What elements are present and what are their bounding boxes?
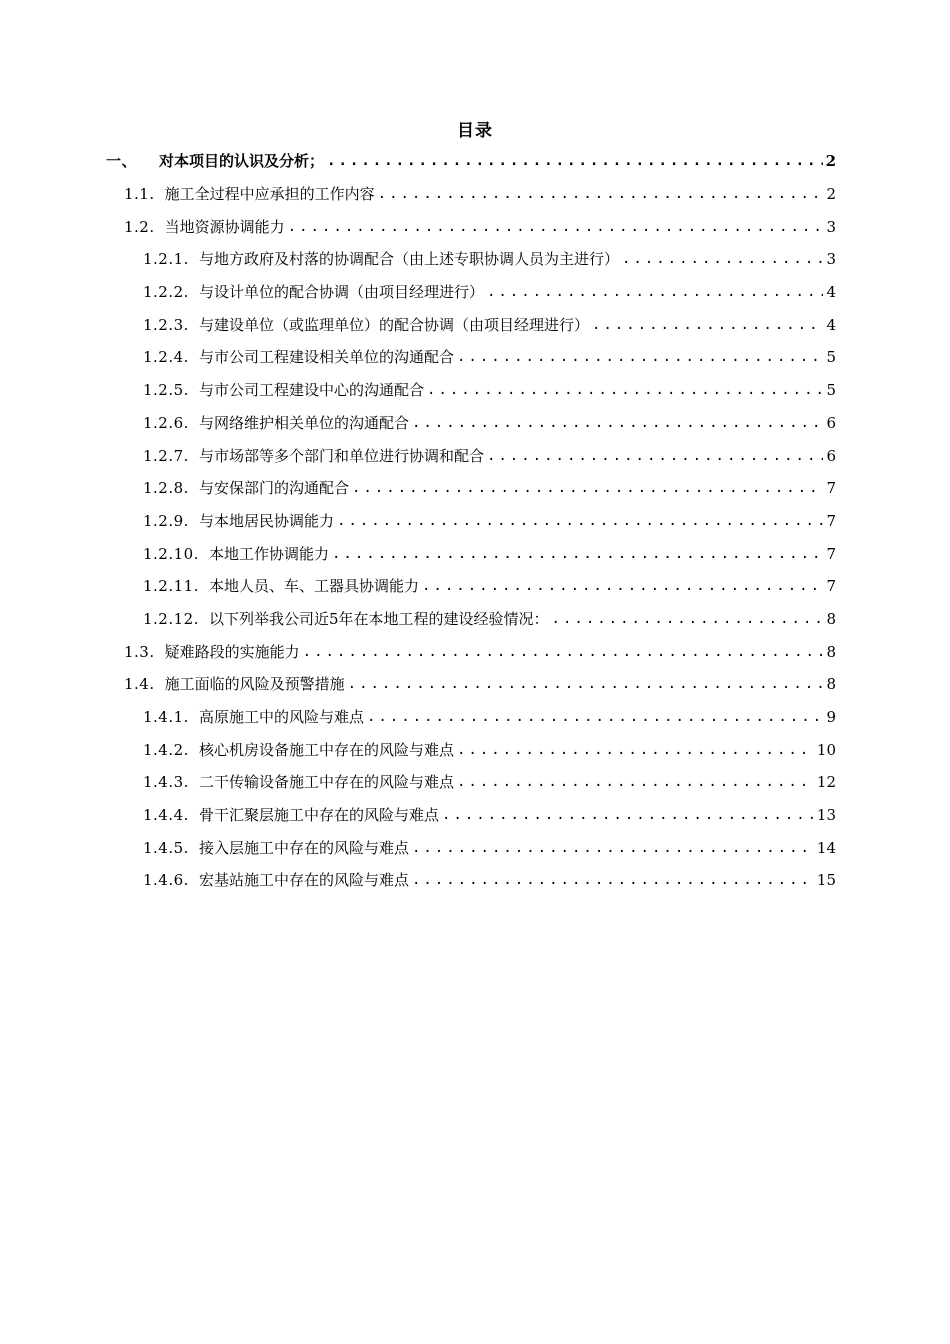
toc-entry-number: 1.4.4. <box>143 806 189 825</box>
toc-entry-page-number: 10 <box>816 740 836 759</box>
toc-entry-text: 骨干汇聚层施工中存在的风险与难点 <box>198 806 439 825</box>
toc-dot-leader <box>332 544 823 564</box>
toc-entry-page-number: 7 <box>826 479 836 498</box>
toc-entry[interactable] <box>0 472 950 505</box>
toc-entry-page-number: 8 <box>826 642 836 661</box>
toc-entry-number: 1.1. <box>124 185 155 204</box>
toc-dot-leader <box>303 642 823 662</box>
toc-entry[interactable] <box>0 570 950 603</box>
toc-entry[interactable] <box>0 374 950 407</box>
toc-entry-number: 1.2.6. <box>143 413 189 432</box>
toc-dot-leader <box>337 511 823 531</box>
toc-dot-leader <box>288 217 823 237</box>
toc-entry-number: 1.2.9. <box>143 511 189 530</box>
toc-entry-page-number: 8 <box>826 675 836 694</box>
toc-entry[interactable] <box>0 178 950 211</box>
toc-entry-page-number: 3 <box>826 217 836 236</box>
toc-entry-text: 核心机房设备施工中存在的风险与难点 <box>198 740 454 759</box>
toc-entry[interactable] <box>0 407 950 440</box>
toc-dot-leader <box>378 184 823 204</box>
toc-entry-page-number: 5 <box>826 381 836 400</box>
toc-entry[interactable] <box>0 439 950 472</box>
toc-entry-page-number: 2 <box>826 185 836 204</box>
toc-entry-text: 当地资源协调能力 <box>164 217 285 236</box>
toc-entry-page-number: 15 <box>816 871 836 890</box>
toc-dot-leader <box>552 609 823 629</box>
toc-entry[interactable] <box>0 701 950 734</box>
toc-dot-leader <box>457 740 814 760</box>
toc-entry-page-number: 6 <box>826 413 836 432</box>
toc-entry-number: 1.2. <box>124 217 155 236</box>
toc-entry-page-number: 7 <box>826 511 836 530</box>
toc-entry-page-number: 2 <box>825 152 836 171</box>
toc-dot-leader <box>487 446 823 466</box>
toc-entry[interactable] <box>0 864 950 897</box>
toc-dot-leader <box>352 478 823 498</box>
toc-entry-text: 施工全过程中应承担的工作内容 <box>164 185 375 204</box>
toc-entry-page-number: 9 <box>826 708 836 727</box>
toc-entry-text: 二干传输设备施工中存在的风险与难点 <box>198 773 454 792</box>
toc-dot-leader <box>592 315 823 335</box>
toc-entry-page-number: 8 <box>826 609 836 628</box>
toc-entry[interactable] <box>0 537 950 570</box>
toc-dot-leader <box>457 347 823 367</box>
toc-entry-page-number: 4 <box>826 283 836 302</box>
toc-entry[interactable] <box>0 308 950 341</box>
toc-list <box>0 145 950 897</box>
toc-entry-number: 1.4.5. <box>143 838 189 857</box>
toc-entry-page-number: 3 <box>826 250 836 269</box>
toc-entry-text: 与建设单位（或监理单位）的配合协调（由项目经理进行） <box>198 315 589 334</box>
toc-entry-text: 施工面临的风险及预警措施 <box>164 675 345 694</box>
toc-entry-number: 1.3. <box>124 642 155 661</box>
toc-entry[interactable] <box>0 733 950 766</box>
toc-dot-leader <box>427 380 823 400</box>
toc-entry[interactable] <box>0 831 950 864</box>
toc-entry[interactable] <box>0 668 950 701</box>
toc-dot-leader <box>487 282 823 302</box>
toc-entry[interactable] <box>0 766 950 799</box>
toc-entry-text: 与网络维护相关单位的沟通配合 <box>198 413 409 432</box>
toc-entry-page-number: 6 <box>826 446 836 465</box>
toc-dot-leader <box>422 576 823 596</box>
toc-dot-leader <box>412 838 814 858</box>
toc-entry[interactable] <box>0 635 950 668</box>
toc-entry[interactable] <box>0 341 950 374</box>
toc-entry-text: 与市场部等多个部门和单位进行协调和配合 <box>198 446 484 465</box>
toc-dot-leader <box>348 674 823 694</box>
toc-entry[interactable] <box>0 505 950 538</box>
toc-entry-number: 1.4.6. <box>143 871 189 890</box>
toc-entry-number: 1.4. <box>124 675 155 694</box>
toc-entry-text: 以下列举我公司近5年在本地工程的建设经验情况： <box>208 609 549 628</box>
toc-entry-number: 1.2.2. <box>143 283 189 302</box>
toc-entry-number: 1.4.2. <box>143 740 189 759</box>
toc-entry-text: 与本地居民协调能力 <box>198 511 334 530</box>
toc-entry-page-number: 4 <box>826 315 836 334</box>
toc-entry-number: 1.4.3. <box>143 773 189 792</box>
toc-entry-number: 1.2.10. <box>143 544 199 563</box>
toc-entry-page-number: 5 <box>826 348 836 367</box>
toc-entry[interactable] <box>0 276 950 309</box>
toc-entry[interactable] <box>0 145 950 178</box>
toc-entry-text: 与市公司工程建设中心的沟通配合 <box>198 381 424 400</box>
toc-entry-text: 本地人员、车、工器具协调能力 <box>208 577 419 596</box>
toc-dot-leader <box>412 413 823 433</box>
toc-entry-text: 本地工作协调能力 <box>208 544 329 563</box>
toc-entry-text: 与市公司工程建设相关单位的沟通配合 <box>198 348 454 367</box>
toc-entry-number: 1.2.4. <box>143 348 189 367</box>
toc-entry-text: 接入层施工中存在的风险与难点 <box>198 838 409 857</box>
toc-entry-text: 与设计单位的配合协调（由项目经理进行） <box>198 283 484 302</box>
toc-entry-number: 1.2.11. <box>143 577 199 596</box>
toc-dot-leader <box>622 249 823 269</box>
toc-entry-text: 高原施工中的风险与难点 <box>198 708 364 727</box>
toc-dot-leader <box>412 870 814 890</box>
toc-entry-page-number: 7 <box>826 544 836 563</box>
toc-entry-text: 疑难路段的实施能力 <box>164 642 300 661</box>
toc-entry-text: 与安保部门的沟通配合 <box>198 479 349 498</box>
toc-entry-page-number: 12 <box>816 773 836 792</box>
toc-dot-leader <box>367 707 823 727</box>
toc-entry-number: 1.2.1. <box>143 250 189 269</box>
toc-dot-leader <box>442 805 814 825</box>
toc-entry-number: 1.2.12. <box>143 609 199 628</box>
toc-entry-number: 1.2.8. <box>143 479 189 498</box>
toc-entry-text: 与地方政府及村落的协调配合（由上述专职协调人员为主进行） <box>198 250 619 269</box>
toc-entry-number: 1.2.5. <box>143 381 189 400</box>
toc-entry[interactable] <box>0 243 950 276</box>
toc-entry-number: 1.2.7. <box>143 446 189 465</box>
toc-entry-text: 宏基站施工中存在的风险与难点 <box>198 871 409 890</box>
toc-dot-leader <box>457 772 814 792</box>
toc-entry[interactable] <box>0 603 950 636</box>
toc-entry-number: 1.2.3. <box>143 315 189 334</box>
toc-entry-page-number: 14 <box>816 838 836 857</box>
toc-title: 目录 <box>457 121 493 141</box>
toc-entry-text: 对本项目的认识及分析； <box>159 152 325 171</box>
toc-dot-leader <box>327 151 823 171</box>
toc-entry-page-number: 13 <box>816 806 836 825</box>
toc-entry-page-number: 7 <box>826 577 836 596</box>
toc-entry-number: 一、 <box>106 152 138 171</box>
toc-entry-number: 1.4.1. <box>143 708 189 727</box>
toc-entry[interactable] <box>0 210 950 243</box>
toc-entry[interactable] <box>0 799 950 832</box>
